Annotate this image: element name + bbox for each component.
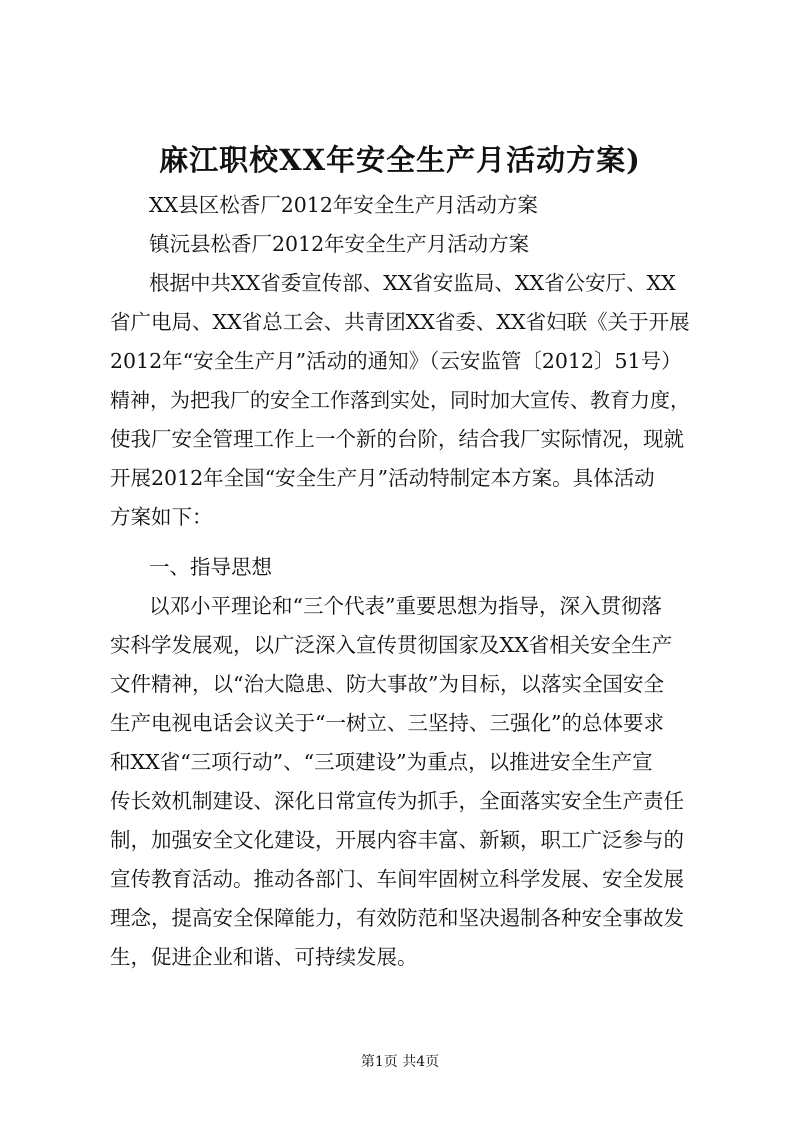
section-heading: 一、指导思想 (149, 555, 272, 579)
text-line-20: 生，促进企业和谐、可持续发展。 (110, 945, 418, 969)
text-line-14: 生产电视电话会议关于“一树立、三坚持、三强化”的总体要求 (110, 711, 664, 735)
text-line-19: 理念，提高安全保障能力，有效防范和坚决遏制各种安全事故发 (110, 906, 684, 930)
text-line-3: 根据中共XX省委宣传部、XX省安监局、XX省公安厅、XX (149, 271, 676, 295)
text-line-11: 以邓小平理论和“三个代表”重要思想为指导，深入贯彻落 (149, 594, 662, 618)
text-line-5: 2012年“安全生产月”活动的通知》（云安监管〔2012〕51号） (110, 349, 682, 373)
text-line-15: 和XX省“三项行动”、“三项建设”为重点，以推进安全生产宣 (110, 750, 653, 774)
text-line-1: XX县区松香厂2012年安全生产月活动方案 (149, 193, 538, 217)
text-line-17: 制，加强安全文化建设，开展内容丰富、新颖，职工广泛参与的 (110, 828, 684, 852)
text-line-9: 方案如下： (110, 505, 213, 529)
text-line-18: 宣传教育活动。推动各部门、车间牢固树立科学发展、安全发展 (110, 867, 684, 891)
text-line-6: 精神，为把我厂的安全工作落到实处，同时加大宣传、教育力度， (110, 388, 690, 412)
text-line-7: 使我厂安全管理工作上一个新的台阶，结合我厂实际情况，现就 (110, 427, 684, 451)
document-title: 麻江职校XX年安全生产月活动方案) (159, 143, 641, 177)
text-line-13: 文件精神，以“治大隐患、防大事故”为目标，以落实全国安全 (110, 672, 664, 696)
text-line-12: 实科学发展观，以广泛深入宣传贯彻国家及XX省相关安全生产 (110, 633, 673, 657)
page-number-footer: 第1页 共4页 (360, 1054, 440, 1070)
text-line-2: 镇沅县松香厂2012年安全生产月活动方案 (149, 232, 530, 256)
text-line-4: 省广电局、XX省总工会、共青团XX省委、XX省妇联《关于开展 (110, 310, 690, 334)
text-line-8: 开展2012年全国“安全生产月”活动特制定本方案。具体活动 (110, 466, 655, 490)
text-line-16: 传长效机制建设、深化日常宣传为抓手，全面落实安全生产责任 (110, 789, 684, 813)
